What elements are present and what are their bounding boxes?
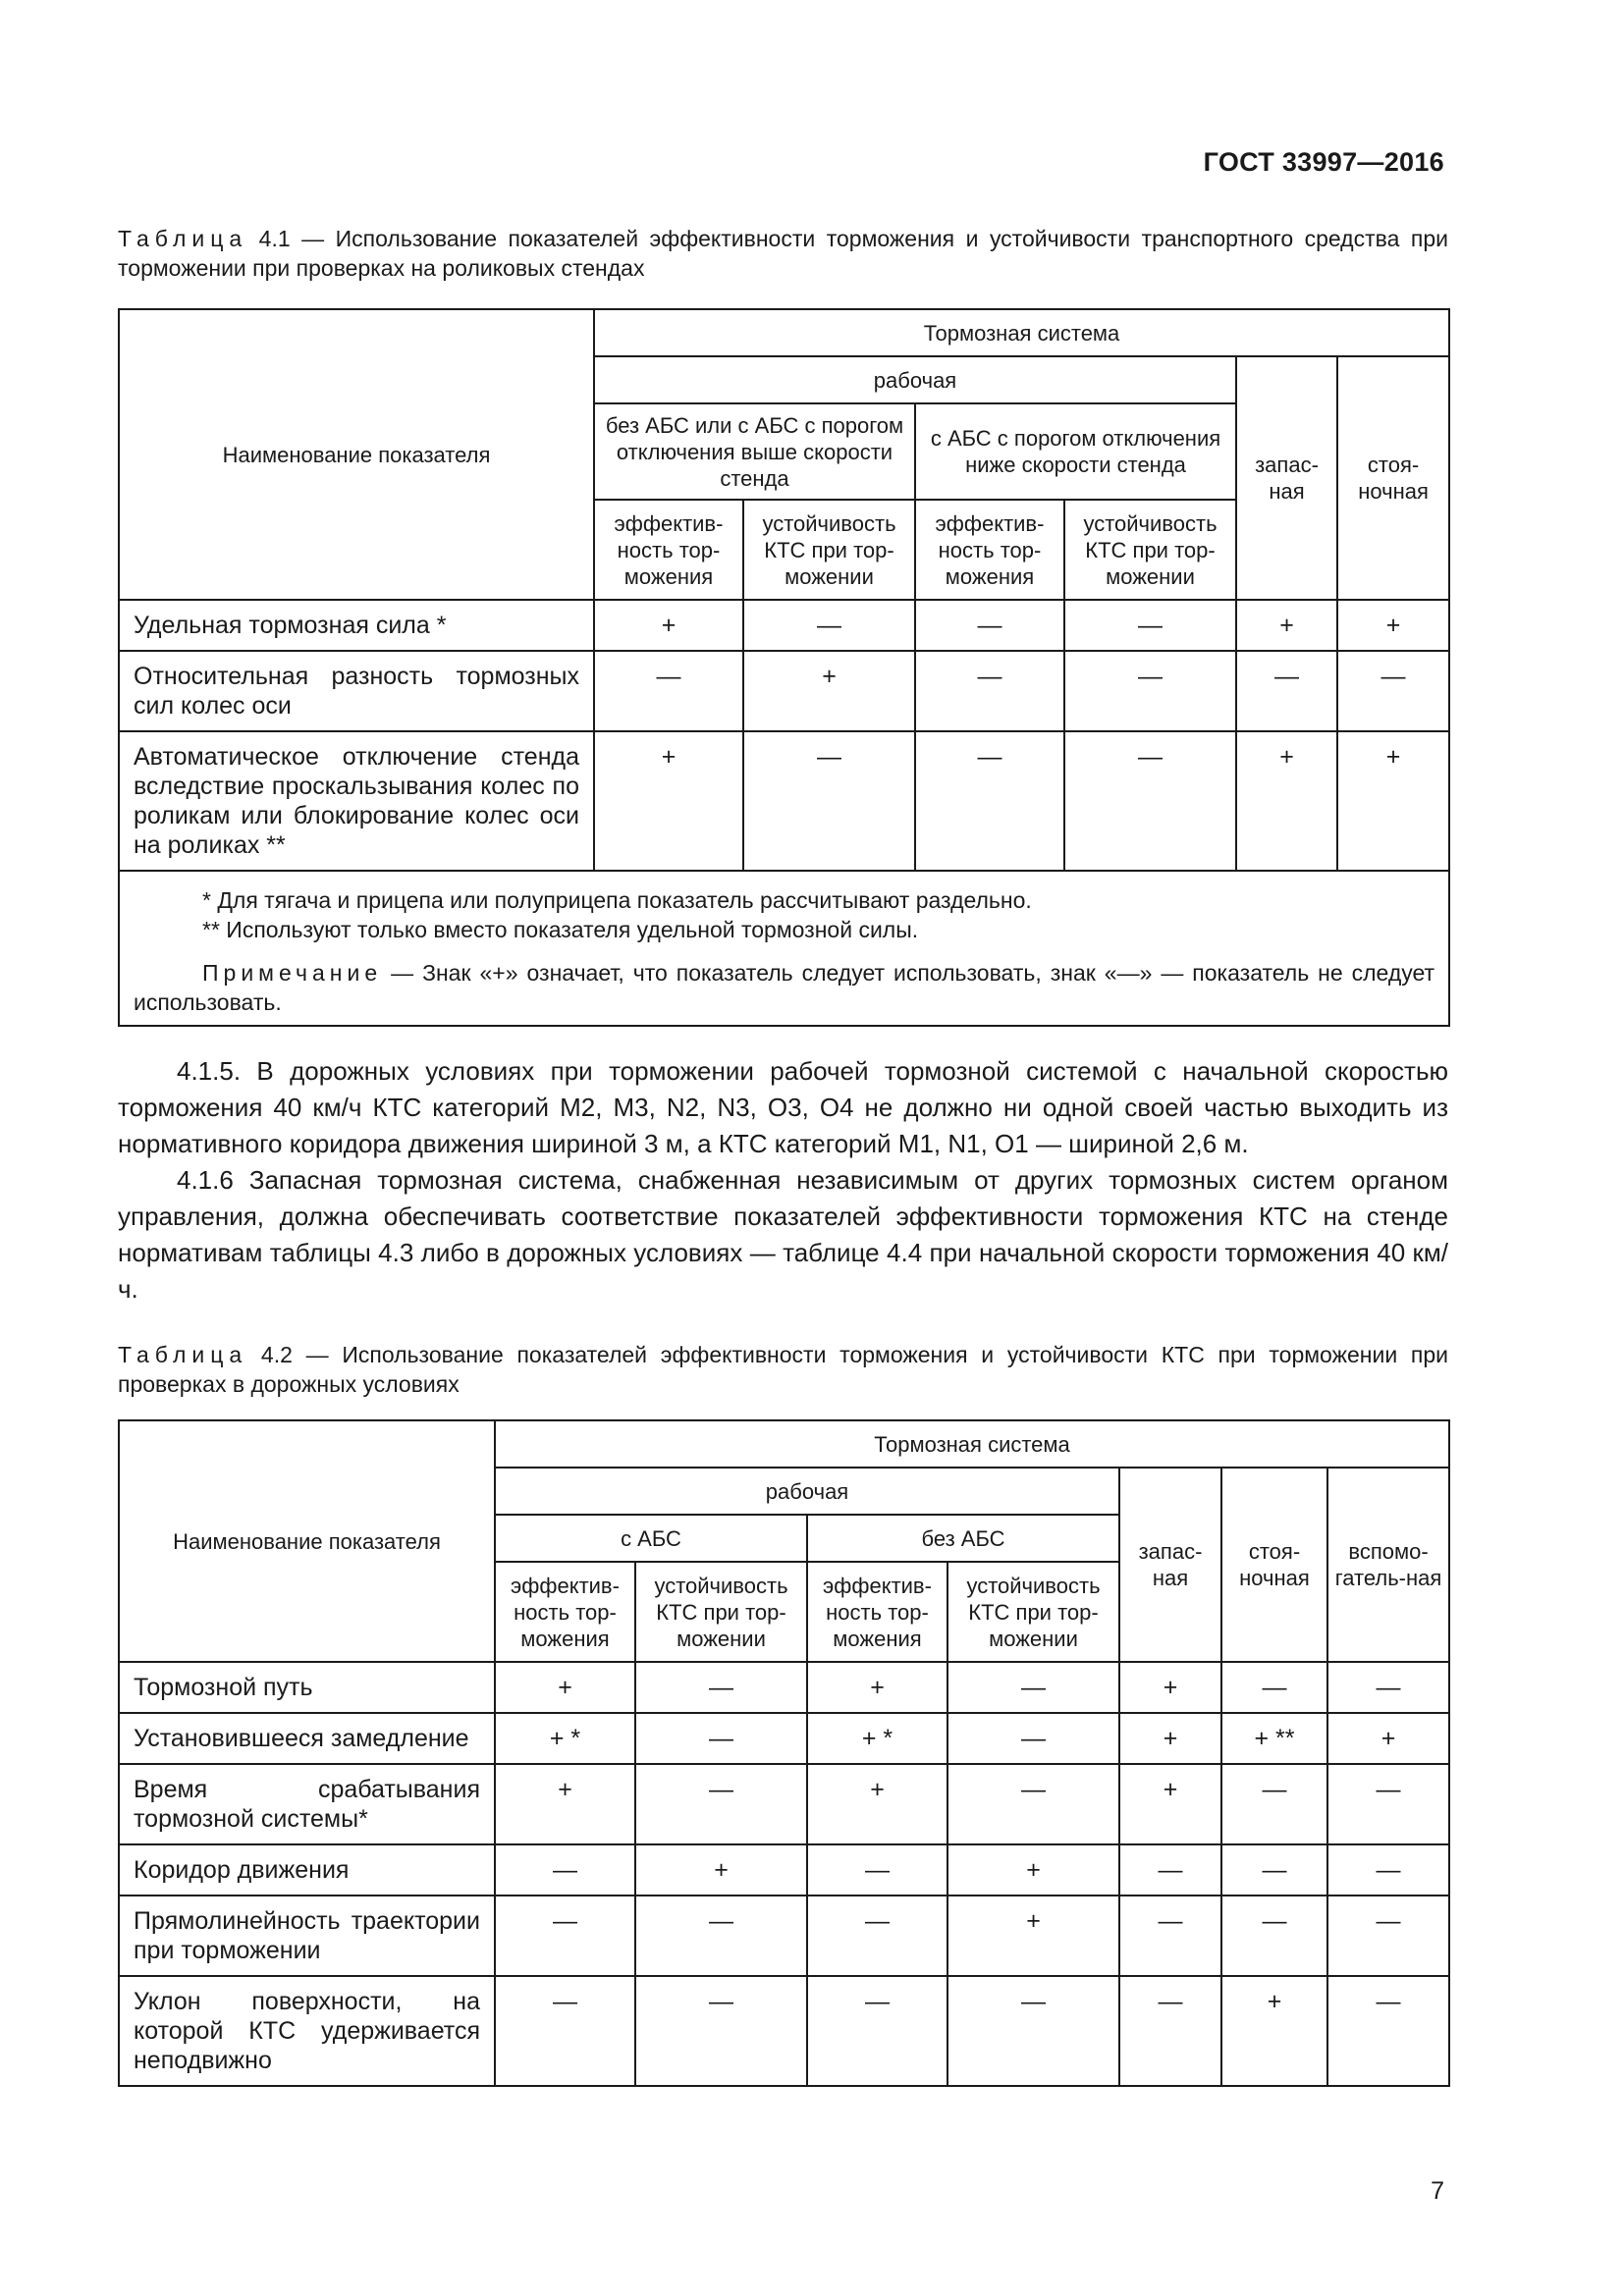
cell-value: + xyxy=(1337,731,1449,871)
cell-value: + xyxy=(594,731,743,871)
table-4-1 xyxy=(118,308,1450,1027)
t1-head-system: Тормозная система xyxy=(594,309,1449,356)
t2-head-spare: запас-ная xyxy=(1119,1468,1221,1662)
cell-value: — xyxy=(495,1896,635,1976)
page-number: 7 xyxy=(1431,2177,1444,2205)
table-row xyxy=(119,1764,1449,1844)
footnote-1: * Для тягача и прицепа или полуприцепа показатель рассчитывают раздельно. xyxy=(202,887,1032,913)
cell-value: + xyxy=(807,1764,947,1844)
t2-head-without-abs: без АБС xyxy=(807,1515,1119,1562)
table2-caption xyxy=(118,1340,1448,1399)
cell-value: + xyxy=(1221,1976,1327,2086)
row-name: Тормозной путь xyxy=(119,1662,495,1713)
cell-value: + xyxy=(1119,1764,1221,1844)
cell-value: + xyxy=(1327,1713,1449,1764)
cell-value: — xyxy=(1064,651,1236,731)
t1-head-eff-2: эффектив-ность тор-можения xyxy=(915,500,1064,600)
cell-value: — xyxy=(915,600,1064,651)
row-name: Прямолинейность траектории при торможении xyxy=(119,1896,495,1976)
cell-value: + xyxy=(947,1844,1119,1896)
cell-value: — xyxy=(635,1662,807,1713)
table2-caption-text: 4.2 — Использование показателей эффективности торможения и устойчивости КТС при торможении при проверках в дорожных условиях xyxy=(118,1342,1448,1397)
cell-value: — xyxy=(635,1764,807,1844)
cell-value: — xyxy=(635,1713,807,1764)
cell-value: — xyxy=(947,1662,1119,1713)
t1-head-stab-1: устойчивость КТС при тор-можении xyxy=(743,500,915,600)
t1-head-name: Наименование показателя xyxy=(119,309,594,600)
cell-value: + xyxy=(635,1844,807,1896)
cell-value: — xyxy=(594,651,743,731)
note-text: — Знак «+» означает, что показатель следует использовать, знак «—» — показатель не следует использовать. xyxy=(134,960,1435,1015)
table-4-2 xyxy=(118,1419,1450,2087)
cell-value: — xyxy=(635,1976,807,2086)
footnote-2: ** Используют только вместо показателя удельной тормозной силы. xyxy=(202,917,919,942)
cell-value: — xyxy=(743,731,915,871)
t2-head-eff-1: эффектив-ность тор-можения xyxy=(495,1562,635,1662)
t2-head-stab-1: устойчивость КТС при тор-можении xyxy=(635,1562,807,1662)
document-code: ГОСТ 33997—2016 xyxy=(1203,147,1444,177)
cell-value: + xyxy=(1236,600,1337,651)
cell-value: + * xyxy=(495,1713,635,1764)
row-name: Удельная тормозная сила * xyxy=(119,600,594,651)
table1-notes xyxy=(119,871,1449,1026)
table1-caption xyxy=(118,224,1448,283)
cell-value: + xyxy=(495,1764,635,1844)
cell-value: — xyxy=(915,651,1064,731)
table-row xyxy=(119,1976,1449,2086)
cell-value: + xyxy=(495,1662,635,1713)
table-row xyxy=(119,1662,1449,1713)
t1-head-spare: запас-ная xyxy=(1236,356,1337,600)
cell-value: — xyxy=(947,1976,1119,2086)
cell-value: — xyxy=(1221,1764,1327,1844)
paragraph-4-1-6: 4.1.6 Запасная тормозная система, снабженная независимым от других тормозных систем органом управления, должна обеспечивать соответствие показателей эффективности торможения КТС на стенде нормативам таблицы 4.3 либо в дорожных условиях — таблице 4.4 при начальной скорости торможения 40 км/ч. xyxy=(118,1165,1448,1304)
cell-value: — xyxy=(915,731,1064,871)
cell-value: — xyxy=(1221,1896,1327,1976)
cell-value: + xyxy=(594,600,743,651)
t2-head-parking: стоя-ночная xyxy=(1221,1468,1327,1662)
cell-value: — xyxy=(1327,1896,1449,1976)
cell-value: — xyxy=(1221,1662,1327,1713)
row-name: Автоматическое отключение стенда вследствие проскальзывания колес по роликам или блокирование колес оси на роликах ** xyxy=(119,731,594,871)
cell-value: + xyxy=(1337,600,1449,651)
table-row xyxy=(119,651,1449,731)
cell-value: — xyxy=(1119,1844,1221,1896)
t1-head-group2: с АБС с порогом отключения ниже скорости стенда xyxy=(915,403,1236,500)
cell-value: — xyxy=(947,1713,1119,1764)
t2-head-system: Тормозная система xyxy=(495,1420,1449,1468)
cell-value: — xyxy=(1221,1844,1327,1896)
t1-head-group1: без АБС или с АБС с порогом отключения выше скорости стенда xyxy=(594,403,915,500)
t2-head-working: рабочая xyxy=(495,1468,1119,1515)
row-name: Коридор движения xyxy=(119,1844,495,1896)
table-row xyxy=(119,1844,1449,1896)
row-name: Время срабатывания тормозной системы* xyxy=(119,1764,495,1844)
cell-value: — xyxy=(1337,651,1449,731)
table-row xyxy=(119,731,1449,871)
table1-caption-label: Таблица xyxy=(118,226,248,251)
row-name: Уклон поверхности, на которой КТС удерживается неподвижно xyxy=(119,1976,495,2086)
table1-caption-text: 4.1 — Использование показателей эффективности торможения и устойчивости транспортного средства при торможении при проверках на роликовых стендах xyxy=(118,226,1448,281)
cell-value: — xyxy=(807,1976,947,2086)
cell-value: + xyxy=(947,1896,1119,1976)
cell-value: + xyxy=(1119,1713,1221,1764)
row-name: Относительная разность тормозных сил колес оси xyxy=(119,651,594,731)
cell-value: + * xyxy=(807,1713,947,1764)
cell-value: — xyxy=(1119,1896,1221,1976)
t1-head-working: рабочая xyxy=(594,356,1236,403)
t2-head-with-abs: с АБС xyxy=(495,1515,807,1562)
table-row xyxy=(119,1713,1449,1764)
cell-value: — xyxy=(1119,1976,1221,2086)
table1-note xyxy=(134,958,1435,1017)
cell-value: — xyxy=(495,1976,635,2086)
cell-value: — xyxy=(743,600,915,651)
cell-value: — xyxy=(807,1896,947,1976)
table-row xyxy=(119,600,1449,651)
row-name: Установившееся замедление xyxy=(119,1713,495,1764)
cell-value: — xyxy=(1064,731,1236,871)
cell-value: — xyxy=(1327,1764,1449,1844)
paragraph-4-1-5: 4.1.5. В дорожных условиях при торможении рабочей тормозной системой с начальной скоростью торможения 40 км/ч КТС категорий М2, М3, N2, N3, О3, О4 не должно ни одной своей частью выходить из нормативного коридора движения шириной 3 м, а КТС категорий М1, N1, О1 — шириной 2,6 м. xyxy=(118,1056,1448,1158)
cell-value: + xyxy=(743,651,915,731)
t2-head-eff-2: эффектив-ность тор-можения xyxy=(807,1562,947,1662)
cell-value: — xyxy=(1327,1662,1449,1713)
t2-head-stab-2: устойчивость КТС при тор-можении xyxy=(947,1562,1119,1662)
t1-head-eff-1: эффектив-ность тор-можения xyxy=(594,500,743,600)
t2-head-name: Наименование показателя xyxy=(119,1420,495,1662)
cell-value: + ** xyxy=(1221,1713,1327,1764)
cell-value: — xyxy=(1064,600,1236,651)
cell-value: — xyxy=(1327,1844,1449,1896)
cell-value: — xyxy=(807,1844,947,1896)
cell-value: — xyxy=(635,1896,807,1976)
cell-value: — xyxy=(1327,1976,1449,2086)
cell-value: + xyxy=(1119,1662,1221,1713)
table-row xyxy=(119,1896,1449,1976)
cell-value: — xyxy=(947,1764,1119,1844)
cell-value: + xyxy=(1236,731,1337,871)
t2-head-aux: вспомо-гатель-ная xyxy=(1327,1468,1449,1662)
cell-value: + xyxy=(807,1662,947,1713)
t1-head-stab-2: устойчивость КТС при тор-можении xyxy=(1064,500,1236,600)
cell-value: — xyxy=(1236,651,1337,731)
cell-value: — xyxy=(495,1844,635,1896)
table2-caption-label: Таблица xyxy=(118,1342,248,1367)
t1-head-parking: стоя-ночная xyxy=(1337,356,1449,600)
note-label: Примечание xyxy=(202,960,383,986)
